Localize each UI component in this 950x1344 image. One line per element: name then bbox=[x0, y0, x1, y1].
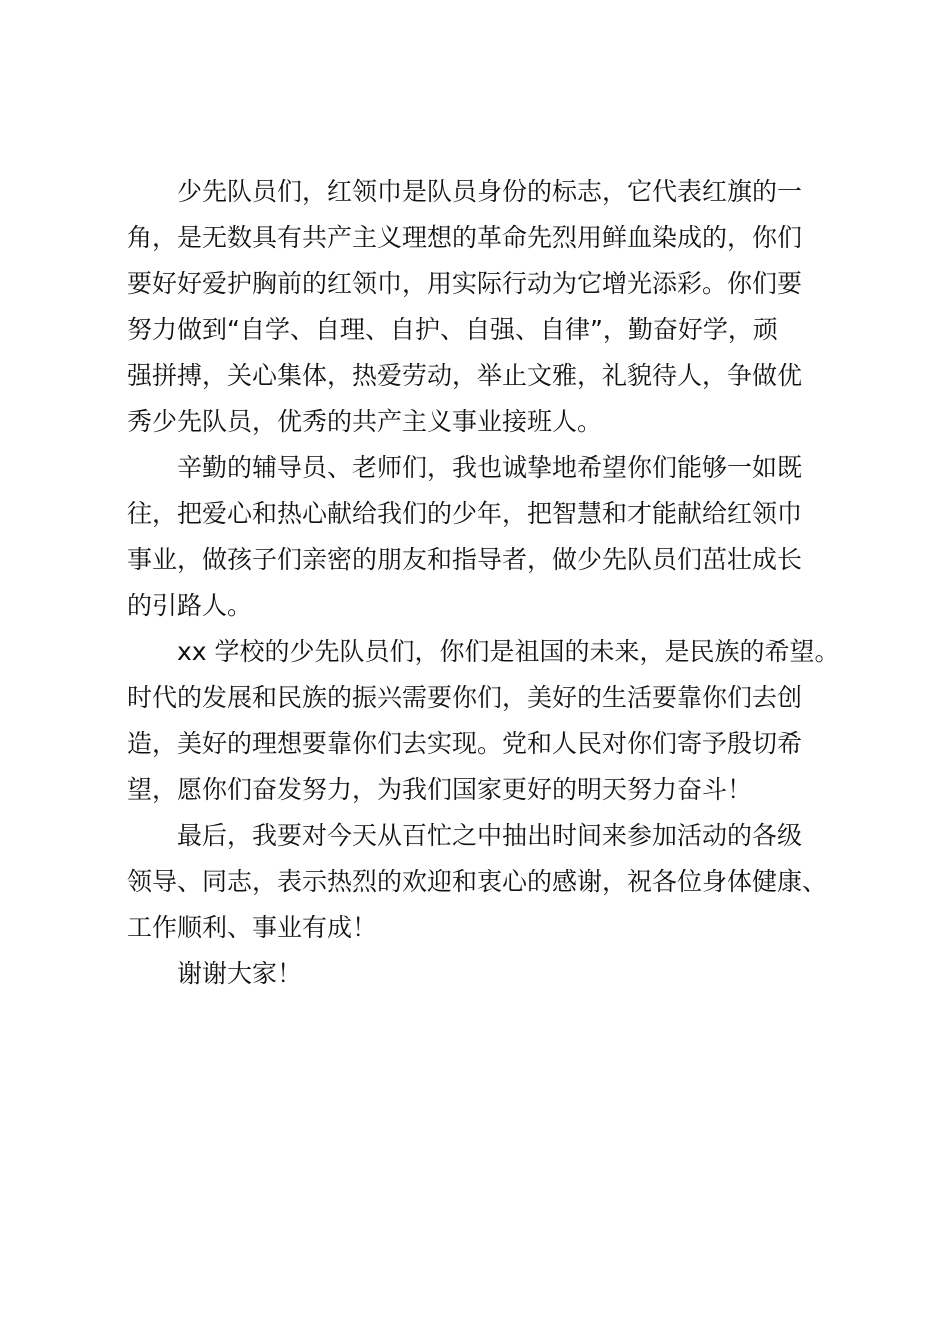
text-line: 造，美好的理想要靠你们去实现。党和人民对你们寄予殷切希 bbox=[127, 729, 803, 758]
text-line: 辛勤的辅导员、老师们，我也诚挚地希望你们能够一如既 bbox=[177, 453, 803, 482]
text-line: 时代的发展和民族的振兴需要你们，美好的生活要靠你们去创 bbox=[127, 683, 803, 712]
text-line: 角，是无数具有共产主义理想的革命先烈用鲜血染成的，你们 bbox=[127, 223, 803, 252]
paragraph-red-scarf bbox=[127, 169, 847, 445]
text-line: 最后，我要对今天从百忙之中抽出时间来参加活动的各级 bbox=[177, 821, 803, 850]
text-line: xx 学校的少先队员们，你们是祖国的未来，是民族的希望。 bbox=[177, 637, 840, 666]
text-line: 工作顺利、事业有成！ bbox=[127, 913, 378, 942]
paragraph-thanks-leaders bbox=[127, 813, 847, 951]
paragraph-teachers bbox=[127, 445, 847, 629]
text-line: 要好好爱护胸前的红领巾，用实际行动为它增光添彩。你们要 bbox=[127, 269, 803, 298]
paragraph-closing bbox=[127, 951, 847, 997]
text-line: 的引路人。 bbox=[127, 591, 253, 620]
text-line: 谢谢大家！ bbox=[177, 959, 303, 988]
text-line: 望，愿你们奋发努力，为我们国家更好的明天努力奋斗！ bbox=[127, 775, 753, 804]
document-body bbox=[127, 169, 847, 997]
text-line: 事业，做孩子们亲密的朋友和指导者，做少先队员们茁壮成长 bbox=[127, 545, 803, 574]
text-line: 少先队员们，红领巾是队员身份的标志，它代表红旗的一 bbox=[177, 177, 803, 206]
text-line: 秀少先队员，优秀的共产主义事业接班人。 bbox=[127, 407, 603, 436]
text-line: 往，把爱心和热心献给我们的少年，把智慧和才能献给红领巾 bbox=[127, 499, 803, 528]
paragraph-future bbox=[127, 629, 847, 813]
text-line: 努力做到“自学、自理、自护、自强、自律”，勤奋好学，顽 bbox=[127, 315, 778, 344]
text-line: 强拼搏，关心集体，热爱劳动，举止文雅，礼貌待人，争做优 bbox=[127, 361, 803, 390]
text-line: 领导、同志，表示热烈的欢迎和衷心的感谢，祝各位身体健康、 bbox=[127, 867, 828, 896]
